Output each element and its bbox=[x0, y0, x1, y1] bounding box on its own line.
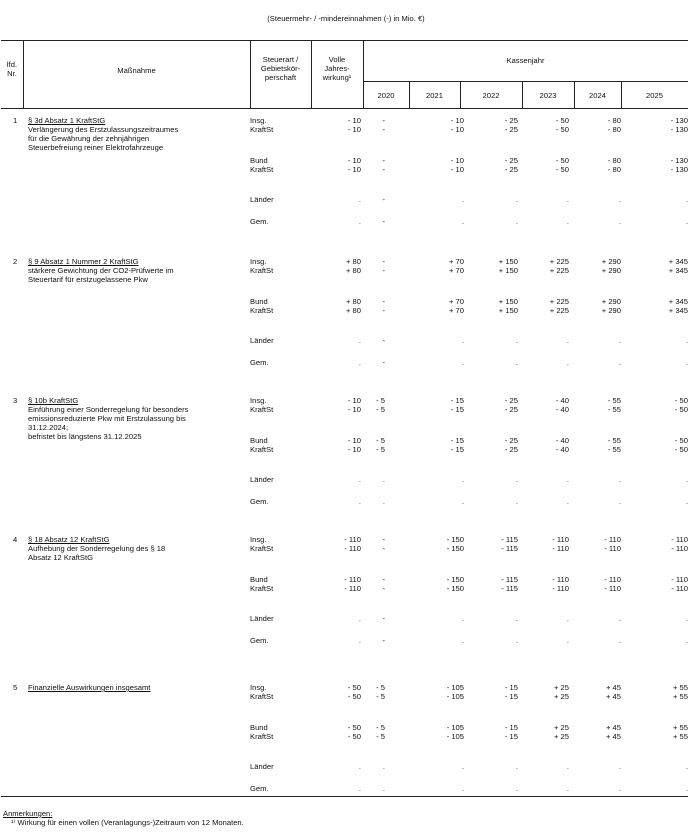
value-cell: . bbox=[566, 636, 569, 645]
footnote: ¹⁾ Wirkung für einen vollen (Veranlagungs-)Zeitraum von 12 Monaten. bbox=[11, 818, 244, 827]
value-cell: + 290 bbox=[601, 257, 621, 266]
value-cell: . bbox=[382, 784, 385, 793]
value-cell: - 25 bbox=[504, 396, 518, 405]
value-cell: - 25 bbox=[504, 125, 518, 134]
value-cell: - 15 bbox=[450, 396, 464, 405]
value-cell: + 225 bbox=[549, 306, 569, 315]
section-number: 1 bbox=[13, 116, 18, 125]
value-cell: - bbox=[382, 257, 385, 266]
row-label: Gem. bbox=[250, 784, 269, 793]
row-label: Bund bbox=[250, 723, 268, 732]
section-number: 4 bbox=[13, 535, 18, 544]
value-cell: - bbox=[382, 297, 385, 306]
value-cell: . bbox=[461, 358, 464, 367]
value-cell: . bbox=[358, 217, 361, 226]
value-cell: + 70 bbox=[449, 306, 464, 315]
row-label: Gem. bbox=[250, 636, 269, 645]
value-cell: + 225 bbox=[549, 266, 569, 275]
value-cell: - 50 bbox=[674, 436, 688, 445]
value-cell: - bbox=[382, 165, 385, 174]
section-number: 2 bbox=[13, 257, 18, 266]
row-label: Länder bbox=[250, 614, 274, 623]
value-cell: - bbox=[382, 336, 385, 345]
value-cell: - 110 bbox=[552, 544, 569, 553]
value-cell: . bbox=[358, 614, 361, 623]
row-label: Insg. bbox=[250, 535, 267, 544]
value-cell: + 45 bbox=[606, 692, 621, 701]
value-cell: + 70 bbox=[449, 266, 464, 275]
value-cell: . bbox=[618, 358, 621, 367]
header-measure: Maßnahme bbox=[117, 66, 156, 75]
value-cell: - bbox=[382, 116, 385, 125]
value-cell: - 25 bbox=[504, 156, 518, 165]
value-cell: - bbox=[382, 636, 385, 645]
value-cell: . bbox=[566, 336, 569, 345]
value-cell: - 10 bbox=[450, 156, 464, 165]
section-number: 3 bbox=[13, 396, 18, 405]
value-cell: - 55 bbox=[607, 436, 621, 445]
value-cell: + 290 bbox=[601, 306, 621, 315]
value-cell: . bbox=[515, 762, 518, 771]
value-cell: . bbox=[358, 475, 361, 484]
row-label: Bund bbox=[250, 436, 268, 445]
value-cell: - 150 bbox=[446, 535, 464, 544]
value-cell: - 50 bbox=[555, 116, 569, 125]
value-cell: + 225 bbox=[549, 297, 569, 306]
row-label: KraftSt bbox=[250, 692, 274, 701]
value-cell: . bbox=[618, 195, 621, 204]
row-label: Länder bbox=[250, 475, 274, 484]
value-cell: . bbox=[618, 636, 621, 645]
header-tax-line2: Gebietskör- bbox=[260, 64, 301, 73]
value-cell: - 25 bbox=[504, 436, 518, 445]
value-cell: . bbox=[382, 475, 385, 484]
value-cell: . bbox=[566, 475, 569, 484]
value-cell: - 40 bbox=[555, 405, 569, 414]
value-cell: - bbox=[382, 266, 385, 275]
value-cell: + 150 bbox=[498, 266, 518, 275]
value-cell: . bbox=[685, 358, 688, 367]
value-cell: . bbox=[515, 497, 518, 506]
section-description-line: 31.12.2024; bbox=[28, 423, 69, 432]
value-cell: . bbox=[618, 217, 621, 226]
value-cell: - 55 bbox=[607, 396, 621, 405]
value-cell: - 40 bbox=[555, 396, 569, 405]
value-cell: - bbox=[382, 125, 385, 134]
value-cell: . bbox=[515, 358, 518, 367]
row-label: Länder bbox=[250, 336, 274, 345]
value-cell: . bbox=[358, 762, 361, 771]
value-cell: + 345 bbox=[668, 297, 688, 306]
value-cell: . bbox=[461, 336, 464, 345]
value-cell: - 80 bbox=[607, 125, 621, 134]
table-bottom-rule bbox=[1, 796, 688, 797]
value-cell: - 10 bbox=[347, 156, 361, 165]
row-label: Insg. bbox=[250, 396, 267, 405]
value-cell: - 50 bbox=[674, 405, 688, 414]
value-cell: - bbox=[382, 584, 385, 593]
value-cell: - 115 bbox=[501, 584, 518, 593]
value-cell: . bbox=[461, 762, 464, 771]
value-cell: . bbox=[685, 217, 688, 226]
value-cell: . bbox=[461, 497, 464, 506]
value-cell: + 55 bbox=[673, 723, 688, 732]
value-cell: - 5 bbox=[376, 683, 385, 692]
value-cell: + 45 bbox=[606, 683, 621, 692]
value-cell: + 55 bbox=[673, 732, 688, 741]
value-cell: . bbox=[685, 195, 688, 204]
header-year-2021: 2021 bbox=[426, 91, 443, 100]
value-cell: - 10 bbox=[450, 125, 464, 134]
value-cell: + 150 bbox=[498, 297, 518, 306]
section-description-line: Steuertarif für erstzugelassene Pkw bbox=[28, 275, 148, 284]
value-cell: - 50 bbox=[674, 396, 688, 405]
value-cell: + 345 bbox=[668, 306, 688, 315]
value-cell: . bbox=[618, 497, 621, 506]
value-cell: - 110 bbox=[604, 544, 621, 553]
value-cell: - 10 bbox=[347, 116, 361, 125]
notes bbox=[3, 809, 244, 827]
row-label: Insg. bbox=[250, 116, 267, 125]
value-cell: + 25 bbox=[554, 692, 569, 701]
value-cell: - bbox=[382, 358, 385, 367]
value-cell: . bbox=[461, 475, 464, 484]
value-cell: - 15 bbox=[450, 436, 464, 445]
row-label: KraftSt bbox=[250, 445, 274, 454]
value-cell: - 80 bbox=[607, 156, 621, 165]
header-year-2024: 2024 bbox=[589, 91, 606, 100]
value-cell: - 150 bbox=[446, 575, 464, 584]
value-cell: - 25 bbox=[504, 116, 518, 125]
value-cell: - 25 bbox=[504, 165, 518, 174]
value-cell: - 110 bbox=[671, 535, 688, 544]
section-description-line: Steuerbefreiung reiner Elektrofahrzeuge bbox=[28, 143, 164, 152]
value-cell: . bbox=[685, 475, 688, 484]
section-description-line: stärkere Gewichtung der CO2-Prüfwerte im bbox=[28, 266, 174, 275]
header-full-line2: Jahres- bbox=[324, 64, 350, 73]
value-cell: . bbox=[515, 614, 518, 623]
value-cell: + 225 bbox=[549, 257, 569, 266]
section-description-line: Aufhebung der Sonderregelung des § 18 bbox=[28, 544, 166, 553]
section-description-line: befristet bis längstens 31.12.2025 bbox=[28, 432, 142, 441]
table-header bbox=[1, 40, 688, 109]
value-cell: + 45 bbox=[606, 723, 621, 732]
value-cell: - 130 bbox=[670, 165, 688, 174]
value-cell: - 15 bbox=[450, 445, 464, 454]
value-cell: - 50 bbox=[347, 683, 361, 692]
value-cell: . bbox=[618, 762, 621, 771]
section-title: § 9 Absatz 1 Nummer 2 KraftStG bbox=[28, 257, 139, 266]
value-cell: - 110 bbox=[671, 575, 688, 584]
value-cell: - 15 bbox=[504, 723, 518, 732]
value-cell: . bbox=[461, 195, 464, 204]
value-cell: - 5 bbox=[376, 436, 385, 445]
value-cell: - 105 bbox=[446, 732, 464, 741]
value-cell: . bbox=[461, 636, 464, 645]
row-label: Bund bbox=[250, 297, 268, 306]
notes-heading: Anmerkungen: bbox=[3, 809, 53, 818]
value-cell: - 105 bbox=[446, 723, 464, 732]
value-cell: + 345 bbox=[668, 266, 688, 275]
section-title: § 18 Absatz 12 KraftStG bbox=[28, 535, 110, 544]
value-cell: + 55 bbox=[673, 683, 688, 692]
value-cell: - 15 bbox=[450, 405, 464, 414]
value-cell: + 55 bbox=[673, 692, 688, 701]
value-cell: + 25 bbox=[554, 732, 569, 741]
section-description-line: Verlängerung des Erstzulassungszeitraumes bbox=[28, 125, 179, 134]
value-cell: - 15 bbox=[504, 692, 518, 701]
value-cell: - 130 bbox=[670, 116, 688, 125]
value-cell: . bbox=[685, 614, 688, 623]
value-cell: + 45 bbox=[606, 732, 621, 741]
value-cell: + 80 bbox=[346, 297, 361, 306]
value-cell: + 25 bbox=[554, 723, 569, 732]
section-title: § 10b KraftStG bbox=[28, 396, 79, 405]
value-cell: - 25 bbox=[504, 445, 518, 454]
value-cell: . bbox=[685, 497, 688, 506]
value-cell: . bbox=[515, 217, 518, 226]
value-cell: . bbox=[358, 195, 361, 204]
value-cell: - 10 bbox=[347, 405, 361, 414]
value-cell: - 110 bbox=[344, 535, 361, 544]
row-label: Länder bbox=[250, 762, 274, 771]
value-cell: - bbox=[382, 544, 385, 553]
value-cell: - bbox=[382, 535, 385, 544]
row-label: KraftSt bbox=[250, 732, 274, 741]
value-cell: . bbox=[358, 336, 361, 345]
row-label: KraftSt bbox=[250, 306, 274, 315]
section-title: Finanzielle Auswirkungen insgesamt bbox=[28, 683, 151, 692]
value-cell: . bbox=[566, 195, 569, 204]
header-year-2020: 2020 bbox=[377, 91, 395, 100]
value-cell: + 345 bbox=[668, 257, 688, 266]
value-cell: . bbox=[515, 636, 518, 645]
value-cell: - 10 bbox=[347, 445, 361, 454]
value-cell: . bbox=[515, 336, 518, 345]
row-label: Insg. bbox=[250, 683, 267, 692]
value-cell: - 110 bbox=[604, 535, 621, 544]
value-cell: - bbox=[382, 156, 385, 165]
header-year-2025: 2025 bbox=[646, 91, 663, 100]
value-cell: - 5 bbox=[376, 732, 385, 741]
value-cell: - 150 bbox=[446, 544, 464, 553]
section-number: 5 bbox=[13, 683, 18, 692]
value-cell: . bbox=[566, 217, 569, 226]
value-cell: - 10 bbox=[450, 116, 464, 125]
value-cell: - 115 bbox=[501, 575, 518, 584]
value-cell: - bbox=[382, 575, 385, 584]
row-label: KraftSt bbox=[250, 165, 274, 174]
value-cell: - 130 bbox=[670, 125, 688, 134]
value-cell: - 55 bbox=[607, 445, 621, 454]
value-cell: - 110 bbox=[344, 584, 361, 593]
header-tax-line3: perschaft bbox=[264, 73, 297, 82]
header-full-line1: Volle bbox=[328, 55, 346, 64]
value-cell: - 15 bbox=[504, 732, 518, 741]
value-cell: - 80 bbox=[607, 116, 621, 125]
value-cell: - 10 bbox=[347, 436, 361, 445]
row-label: Gem. bbox=[250, 358, 269, 367]
value-cell: + 150 bbox=[498, 306, 518, 315]
value-cell: - 5 bbox=[376, 692, 385, 701]
value-cell: . bbox=[566, 497, 569, 506]
value-cell: - 25 bbox=[504, 405, 518, 414]
value-cell: . bbox=[566, 784, 569, 793]
value-cell: + 290 bbox=[601, 266, 621, 275]
value-cell: - 5 bbox=[376, 396, 385, 405]
row-label: Insg. bbox=[250, 257, 267, 266]
value-cell: - 115 bbox=[501, 544, 518, 553]
value-cell: - 110 bbox=[552, 584, 569, 593]
value-cell: - 50 bbox=[347, 732, 361, 741]
value-cell: - 110 bbox=[552, 535, 569, 544]
value-cell: - 110 bbox=[671, 584, 688, 593]
row-label: KraftSt bbox=[250, 266, 274, 275]
value-cell: . bbox=[358, 636, 361, 645]
value-cell: . bbox=[618, 784, 621, 793]
value-cell: - bbox=[382, 195, 385, 204]
value-cell: - 50 bbox=[555, 165, 569, 174]
value-cell: - 105 bbox=[446, 692, 464, 701]
value-cell: - 115 bbox=[501, 535, 518, 544]
value-cell: - 110 bbox=[604, 575, 621, 584]
value-cell: + 80 bbox=[346, 266, 361, 275]
value-cell: . bbox=[685, 762, 688, 771]
value-cell: . bbox=[618, 336, 621, 345]
value-cell: . bbox=[515, 784, 518, 793]
value-cell: - 5 bbox=[376, 405, 385, 414]
row-label: Gem. bbox=[250, 497, 269, 506]
row-label: KraftSt bbox=[250, 544, 274, 553]
value-cell: . bbox=[358, 784, 361, 793]
value-cell: . bbox=[461, 614, 464, 623]
value-cell: - 110 bbox=[344, 544, 361, 553]
value-cell: + 150 bbox=[498, 257, 518, 266]
value-cell: - 50 bbox=[674, 445, 688, 454]
value-cell: - bbox=[382, 306, 385, 315]
value-cell: + 80 bbox=[346, 257, 361, 266]
value-cell: - 50 bbox=[347, 692, 361, 701]
value-cell: - 150 bbox=[446, 584, 464, 593]
value-cell: . bbox=[685, 784, 688, 793]
value-cell: - 80 bbox=[607, 165, 621, 174]
value-cell: - 110 bbox=[604, 584, 621, 593]
table-caption: (Steuermehr- / -mindereinnahmen (-) in Mio. €) bbox=[267, 14, 425, 23]
header-nr-line2: Nr. bbox=[7, 69, 17, 78]
header-year-2023: 2023 bbox=[539, 91, 557, 100]
value-cell: - 10 bbox=[450, 165, 464, 174]
value-cell: - 10 bbox=[347, 125, 361, 134]
value-cell: . bbox=[461, 784, 464, 793]
value-cell: . bbox=[382, 497, 385, 506]
value-cell: . bbox=[566, 358, 569, 367]
row-label: Länder bbox=[250, 195, 274, 204]
value-cell: + 80 bbox=[346, 306, 361, 315]
section-description-line: Absatz 12 KraftStG bbox=[28, 553, 93, 562]
header-full-line3: wirkung¹ bbox=[322, 73, 352, 82]
header-nr-line1: lfd. bbox=[6, 60, 18, 69]
value-cell: - bbox=[382, 614, 385, 623]
value-cell: . bbox=[382, 762, 385, 771]
value-cell: - 40 bbox=[555, 436, 569, 445]
value-cell: - 5 bbox=[376, 723, 385, 732]
value-cell: . bbox=[358, 358, 361, 367]
value-cell: - 110 bbox=[671, 544, 688, 553]
value-cell: . bbox=[461, 217, 464, 226]
row-label: Bund bbox=[250, 156, 268, 165]
value-cell: - 110 bbox=[344, 575, 361, 584]
row-label: Bund bbox=[250, 575, 268, 584]
row-label: KraftSt bbox=[250, 584, 274, 593]
section-description-line: für die Gewährung der zehnjährigen bbox=[28, 134, 150, 143]
header-year-2022: 2022 bbox=[482, 91, 500, 100]
value-cell: - 50 bbox=[347, 723, 361, 732]
value-cell: - bbox=[382, 217, 385, 226]
value-cell: . bbox=[515, 475, 518, 484]
value-cell: - 50 bbox=[555, 125, 569, 134]
value-cell: . bbox=[618, 475, 621, 484]
value-cell: - 5 bbox=[376, 445, 385, 454]
header-kassenjahr: Kassenjahr bbox=[506, 56, 545, 65]
value-cell: . bbox=[685, 336, 688, 345]
value-cell: + 290 bbox=[601, 297, 621, 306]
value-cell: - 130 bbox=[670, 156, 688, 165]
value-cell: + 25 bbox=[554, 683, 569, 692]
value-cell: - 10 bbox=[347, 396, 361, 405]
row-label: Gem. bbox=[250, 217, 269, 226]
value-cell: - 105 bbox=[446, 683, 464, 692]
value-cell: - 10 bbox=[347, 165, 361, 174]
value-cell: + 70 bbox=[449, 297, 464, 306]
header-tax-line1: Steuerart / bbox=[262, 55, 299, 64]
value-cell: . bbox=[358, 497, 361, 506]
section-description-line: Einführung einer Sonderregelung für besonders bbox=[28, 405, 189, 414]
value-cell: . bbox=[685, 636, 688, 645]
value-cell: - 110 bbox=[552, 575, 569, 584]
value-cell: - 55 bbox=[607, 405, 621, 414]
value-cell: . bbox=[566, 614, 569, 623]
row-label: KraftSt bbox=[250, 405, 274, 414]
section-title: § 3d Absatz 1 KraftStG bbox=[28, 116, 106, 125]
value-cell: - 50 bbox=[555, 156, 569, 165]
value-cell: - 40 bbox=[555, 445, 569, 454]
value-cell: . bbox=[566, 762, 569, 771]
value-cell: + 70 bbox=[449, 257, 464, 266]
section-description-line: emissionsreduzierte Pkw mit Erstzulassung bis bbox=[28, 414, 186, 423]
value-cell: . bbox=[515, 195, 518, 204]
value-cell: - 15 bbox=[504, 683, 518, 692]
row-label: KraftSt bbox=[250, 125, 274, 134]
value-cell: . bbox=[618, 614, 621, 623]
